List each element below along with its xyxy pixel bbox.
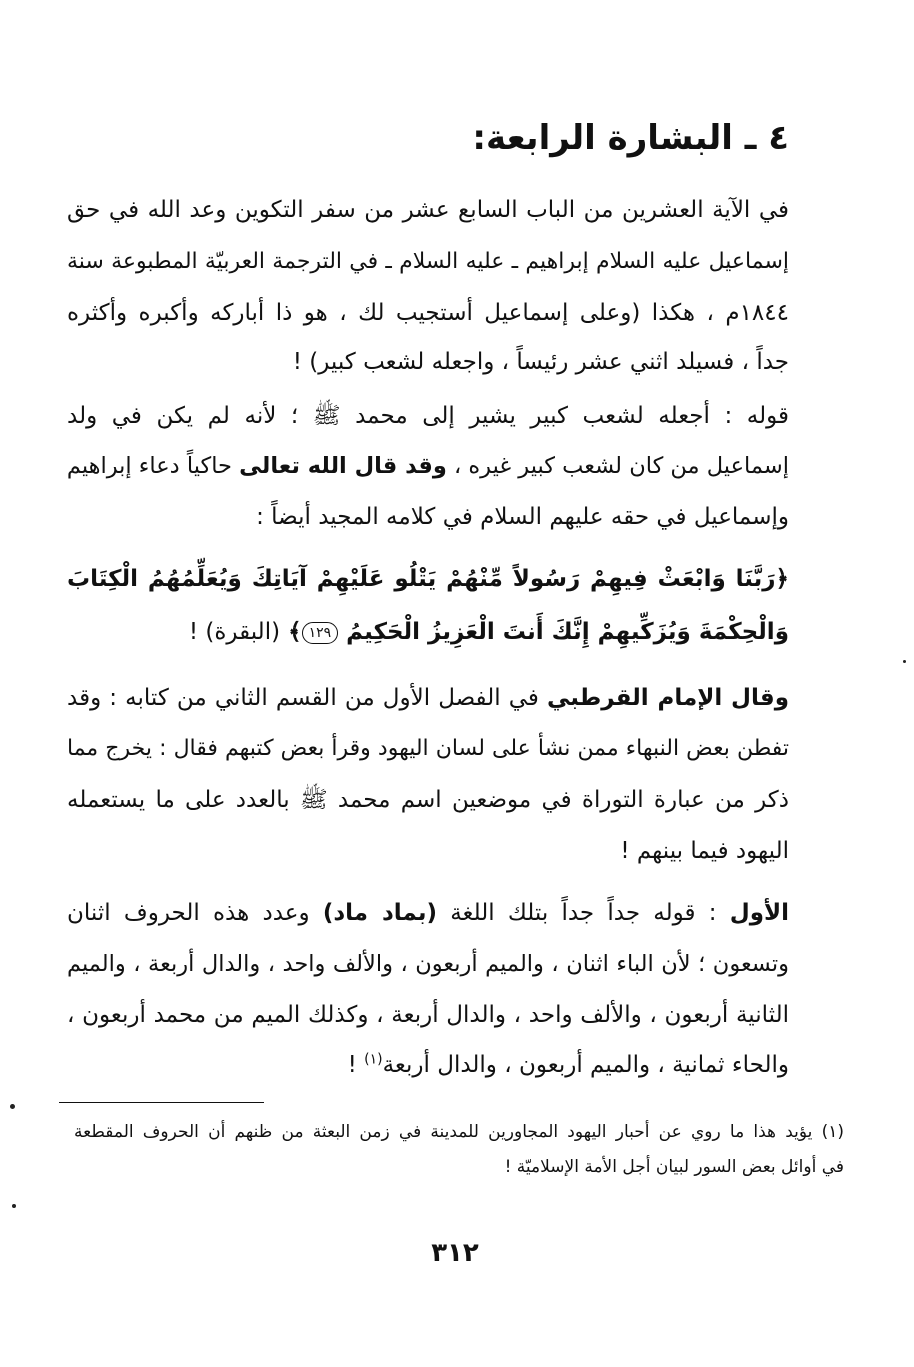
section-heading: ٤ ـ البشارة الرابعة: (472, 118, 789, 158)
paragraph-1-line-4: جداً ، فسيلد اثني عشر رئيساً ، واجعله لشعب كبير) ! (292, 349, 789, 375)
footnote-separator (59, 1102, 264, 1103)
verse-text: وَالْحِكْمَةَ وَيُزَكِّيهِمْ إِنَّكَ أَنتَ الْعَزِيزُ الْحَكِيمُ (346, 619, 789, 645)
paragraph-2-emphasis: وقد قال الله تعالى (239, 453, 447, 479)
page-number: ٣١٢ (431, 1238, 479, 1268)
surah-reference: (البقرة) ! (188, 619, 281, 645)
paragraph-4-emphasis: الأول (729, 900, 789, 926)
paragraph-3-line-2: تفطن بعض النبهاء ممن نشأ على لسان اليهود وقرأ بعض كتبهم فقال : يخرج مما (67, 736, 789, 761)
paragraph-2-text: إسماعيل من كان لشعب كبير غيره ، (446, 453, 789, 479)
verse-number: ١٢٩ (302, 622, 339, 644)
scan-speck (903, 660, 906, 663)
paragraph-4-line-3: الثانية أربعون ، والألف واحد ، والدال أربعة ، وكذلك الميم من محمد أربعون ، (67, 1002, 789, 1028)
paragraph-2-text-end: حاكياً دعاء إبراهيم (66, 453, 240, 479)
verse-closing-bracket: ﴾ (288, 619, 302, 645)
footnote-marker: (١) (364, 1051, 383, 1068)
scan-speck (10, 1104, 15, 1109)
footnote-line-2: في أوائل بعض السور لبيان أجل الأمة الإسلاميّة ! (504, 1157, 844, 1177)
paragraph-1-line-1: في الآية العشرين من الباب السابع عشر من سفر التكوين وعد الله في حق (67, 197, 789, 223)
paragraph-3-line-1 (67, 678, 789, 718)
scan-speck (12, 1204, 16, 1208)
paragraph-4-text-last: والحاء ثمانية ، والميم أربعون ، والدال أربعة (382, 1052, 789, 1078)
paragraph-4-text: : قوله جداً جداً بتلك اللغة (436, 900, 730, 926)
footnote-line-1: (١) يؤيد هذا ما روي عن أحبار اليهود المجاورين للمدينة في زمن البعثة من ظنهم أن الحروف المقطعة (74, 1122, 844, 1142)
verse-line-2 (67, 612, 789, 652)
paragraph-4-emphasis-2: (بماد ماد) (322, 900, 437, 926)
paragraph-4-text-end: وعدد هذه الحروف اثنان (67, 900, 323, 926)
paragraph-1-line-2: إسماعيل عليه السلام إبراهيم ـ عليه السلام ـ في الترجمة العربيّة المطبوعة سنة (67, 249, 789, 274)
paragraph-1-line-3: ١٨٤٤م ، هكذا (وعلى إسماعيل أستجيب لك ، هو ذا أباركه وأكبره وأكثره (67, 300, 789, 326)
paragraph-3-line-4: اليهود فيما بينهم ! (620, 838, 789, 864)
paragraph-4-line-4 (67, 1045, 789, 1085)
paragraph-2-line-3: وإسماعيل في حقه عليهم السلام في كلامه المجيد أيضاً : (256, 504, 789, 530)
paragraph-3-text: في الفصل الأول من القسم الثاني من كتابه : وقد (67, 685, 547, 711)
paragraph-3-emphasis: وقال الإمام القرطبي (546, 685, 789, 711)
paragraph-4-line-2: وتسعون ؛ لأن الباء اثنان ، والميم أربعون ، والألف واحد ، والدال أربعة ، والميم (67, 951, 789, 977)
paragraph-2-line-1: قوله : أجعله لشعب كبير يشير إلى محمد ﷺ ؛ لأنه لم يكن في ولد (67, 403, 789, 429)
paragraph-4-line-1 (67, 893, 789, 933)
verse-line-1: ﴿رَبَّنَا وَابْعَثْ فِيهِمْ رَسُولاً مِّنْهُمْ يَتْلُو عَلَيْهِمْ آيَاتِكَ وَيُعَلِّمُهُمُ الْكِتَابَ (67, 566, 789, 592)
paragraph-4-exclamation: ! (347, 1052, 365, 1078)
paragraph-3-line-3: ذكر من عبارة التوراة في موضعين اسم محمد ﷺ بالعدد على ما يستعمله (67, 787, 789, 813)
paragraph-2-line-2 (67, 446, 789, 486)
